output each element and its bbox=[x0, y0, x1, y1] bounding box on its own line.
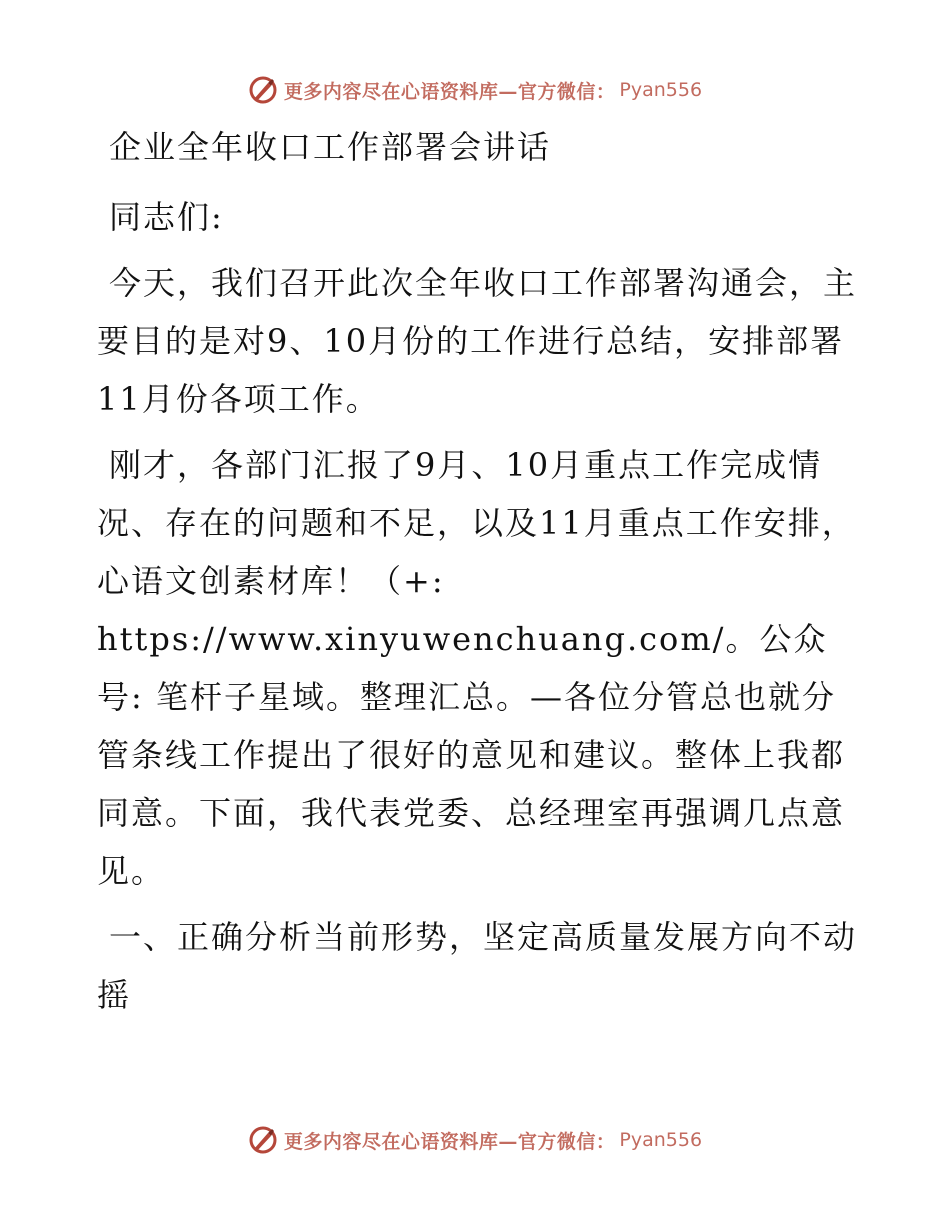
body-paragraph: 今天，我们召开此次全年收口工作部署沟通会，主要目的是对9、10月份的工作进行总结，安排部署11月份各项工作。 bbox=[97, 264, 858, 418]
banner-text: 更多内容尽在心语资料库—官方微信： bbox=[283, 80, 616, 103]
header-watermark-banner bbox=[0, 70, 950, 110]
body-paragraph: 刚才，各部门汇报了9月、10月重点工作完成情况、存在的问题和不足，以及11月重点工作安排，心语文创素材库！（+: https://www.xinyuwenchuang.com/。公众号: 笔杆子星域。整理汇总。—各位分管总也就分管条线工作提出了很好的意见和建议。整体上我都同意。下面，我代表党委、总经理室再强调几点意见。 bbox=[97, 446, 856, 890]
salutation-paragraph: 同志们: bbox=[109, 198, 224, 236]
section-heading: 一、正确分析当前形势，坚定高质量发展方向不动摇 bbox=[97, 918, 858, 1014]
banner-wechat-handle: Pyan556 bbox=[619, 1129, 703, 1151]
pen-logo-icon bbox=[248, 75, 278, 105]
footer-watermark-banner bbox=[0, 1120, 950, 1160]
document-body bbox=[97, 118, 857, 1032]
document-title: 企业全年收口工作部署会讲话 bbox=[109, 128, 552, 166]
banner-text: 更多内容尽在心语资料库—官方微信： bbox=[283, 1130, 616, 1153]
pen-logo-icon bbox=[248, 1125, 278, 1155]
banner-wechat-handle: Pyan556 bbox=[619, 79, 703, 101]
